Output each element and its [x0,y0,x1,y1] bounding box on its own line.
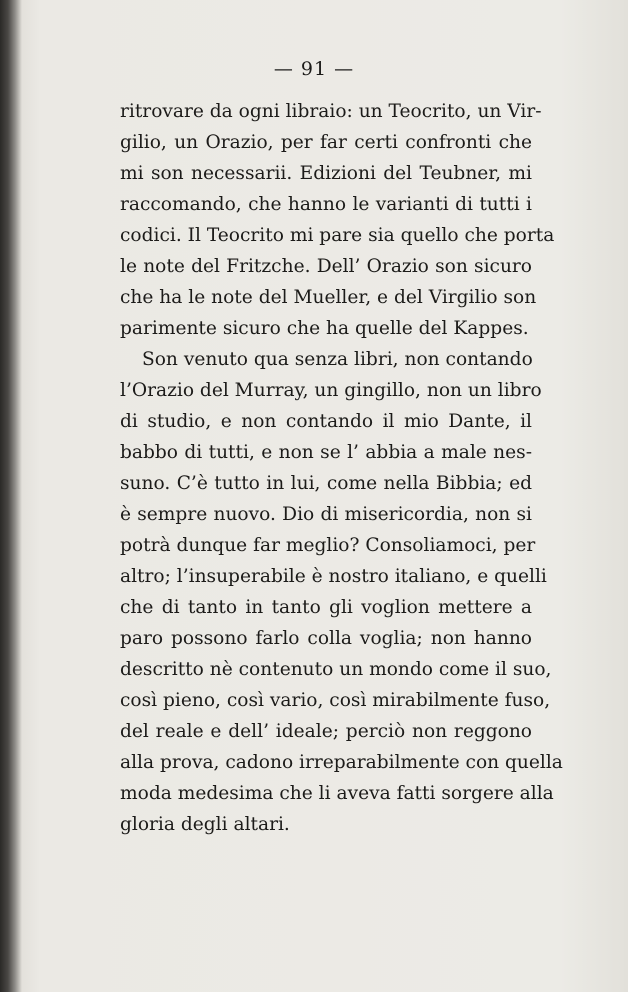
text-line: moda medesima che li aveva fatti sorgere alla [120,783,554,804]
text-line: suno. C’è tutto in lui, come nella Bibbia; ed [120,473,532,494]
text-line: che ha le note del Mueller, e del Virgilio son [120,287,537,308]
text-line: del reale e dell’ ideale; perciò non reggono [120,721,532,742]
text-line: che di tanto in tanto gli voglion mettere a [120,597,532,618]
paragraph-2 [120,344,563,840]
text-line: le note del Fritzche. Dell’ Orazio son sicuro [120,256,532,277]
text-line: descritto nè contenuto un mondo come il suo, [120,659,552,680]
text-line: è sempre nuovo. Dio di misericordia, non si [120,504,532,525]
text-line: l’Orazio del Murray, un gingillo, non un libro [120,380,542,401]
text-line: parimente sicuro che ha quelle del Kappes. [120,318,529,339]
text-line: gilio, un Orazio, per far certi confronti che [120,132,532,153]
text-line: potrà dunque far meglio? Consoliamoci, per [120,535,536,556]
text-line: mi son necessarii. Edizioni del Teubner, mi [120,163,532,184]
text-line: gloria degli altari. [120,814,290,835]
text-line: Son venuto qua senza libri, non contando [142,349,533,370]
text-line: di studio, e non contando il mio Dante, il [120,411,532,432]
body-text [120,96,563,840]
text-line: raccomando, che hanno le varianti di tutti i [120,194,532,215]
paragraph-1 [120,96,555,344]
page-number: — 91 — [273,58,355,80]
text-line: ritrovare da ogni libraio: un Teocrito, un Vir- [120,101,542,122]
text-line: altro; l’insuperabile è nostro italiano, e quelli [120,566,547,587]
text-line: alla prova, cadono irreparabilmente con quella [120,752,563,773]
text-line: paro possono farlo colla voglia; non hanno [120,628,532,649]
text-line: codici. Il Teocrito mi pare sia quello che porta [120,225,555,246]
binding-shadow [0,0,22,992]
text-line: babbo di tutti, e non se l’ abbia a male nes- [120,442,532,463]
text-line: così pieno, così vario, così mirabilmente fuso, [120,690,551,711]
